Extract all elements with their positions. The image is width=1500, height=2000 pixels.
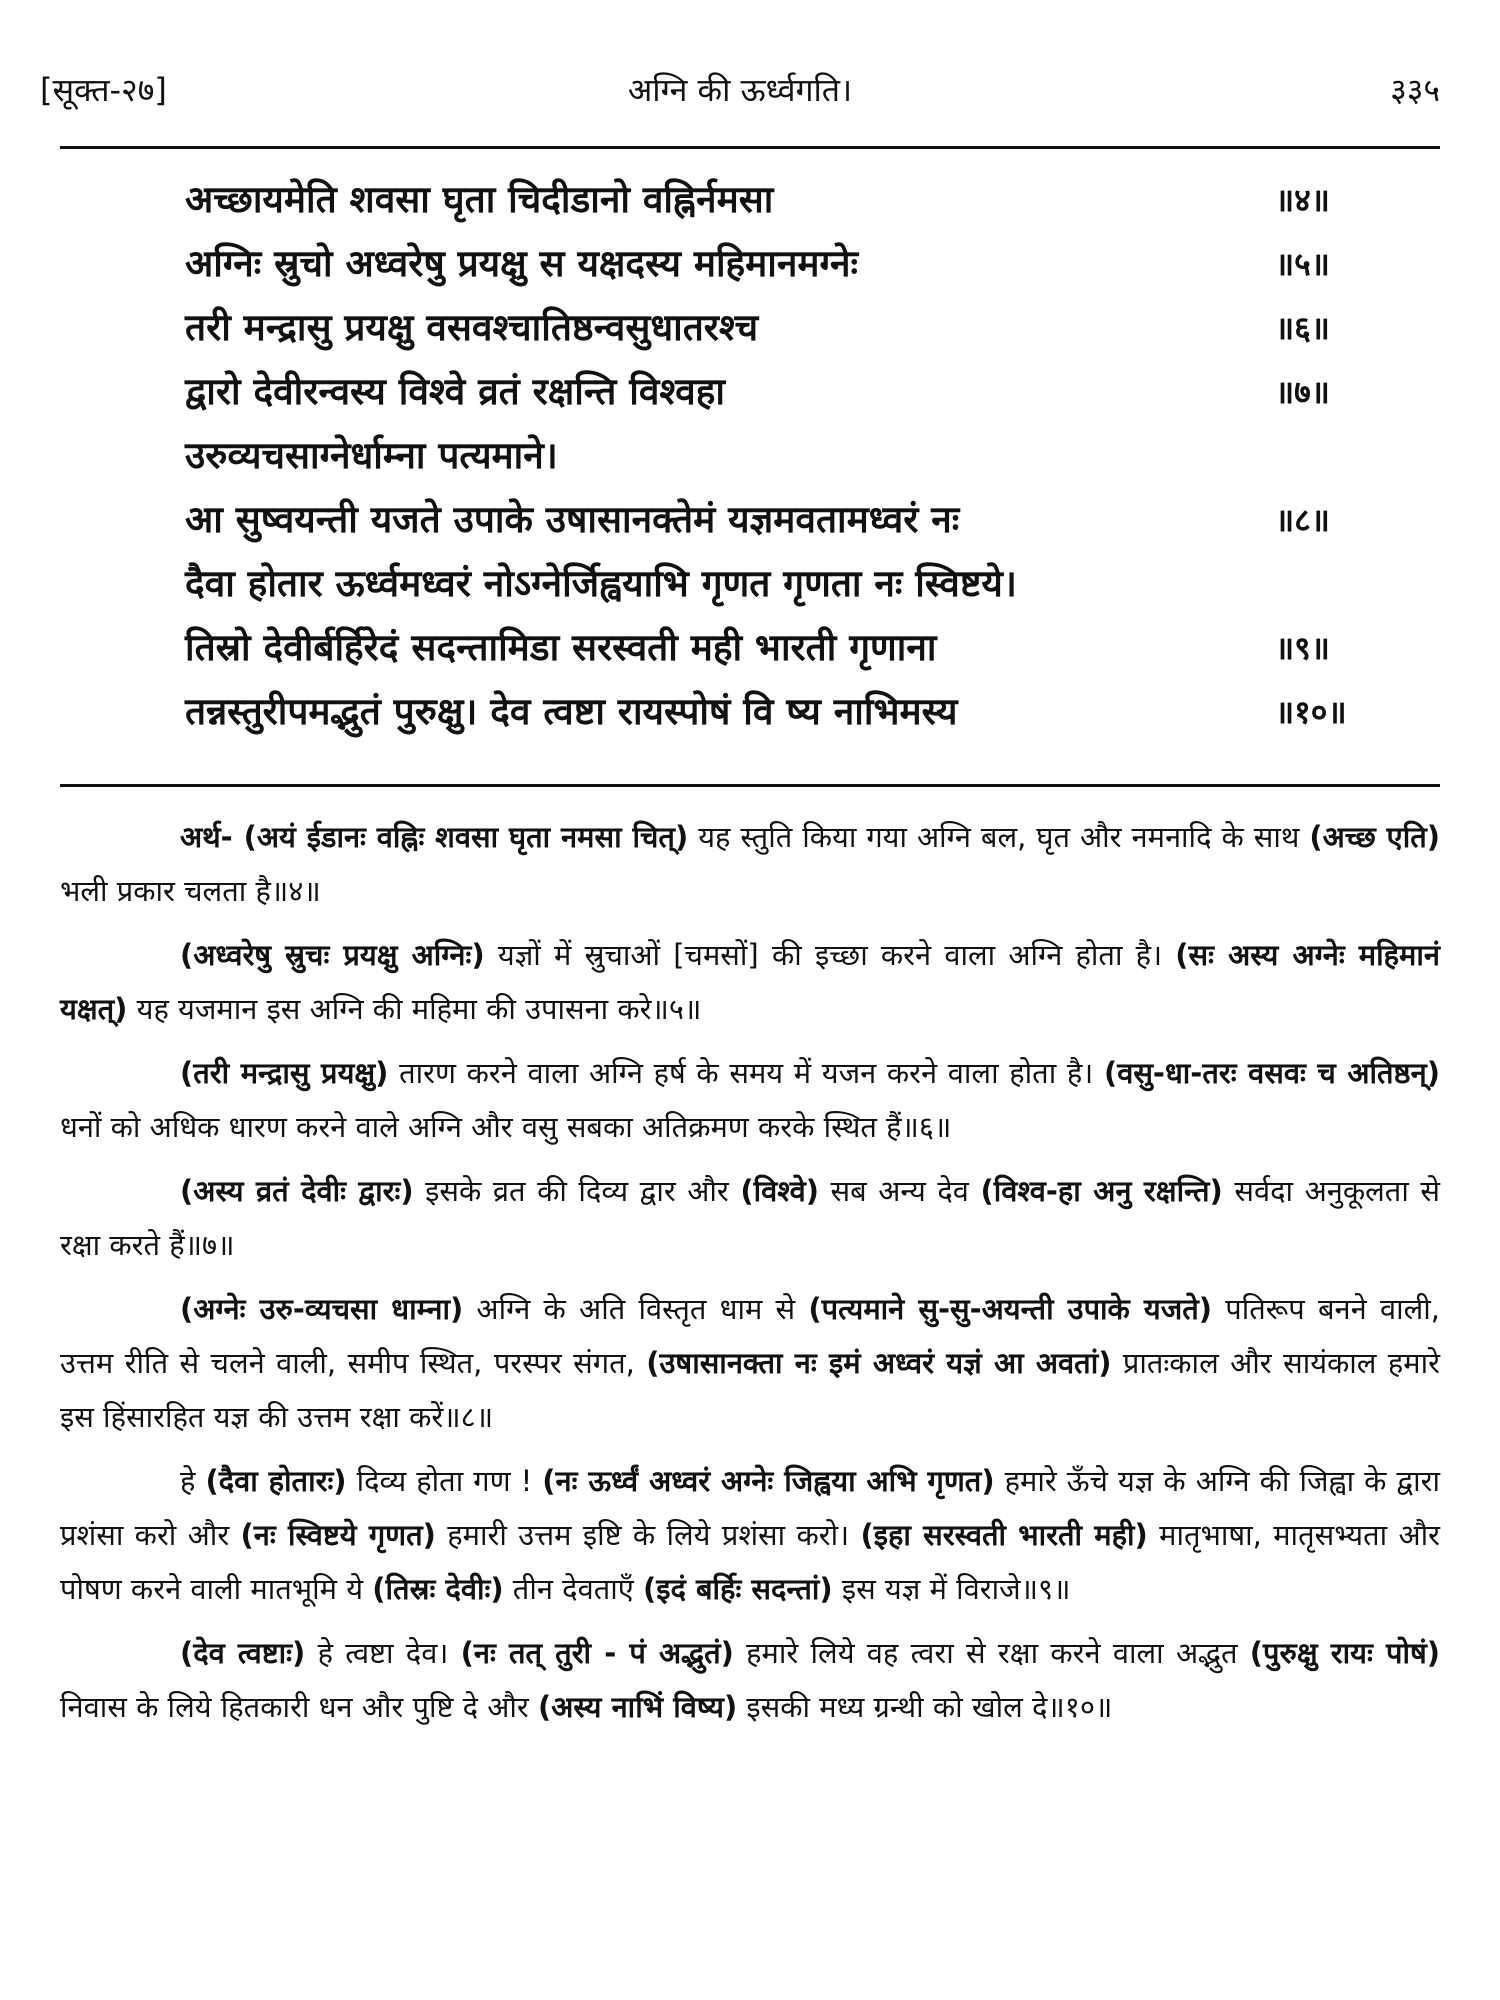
meaning-paragraph [60, 1046, 1440, 1154]
verse-line [185, 168, 1440, 232]
meaning-text: हे त्वष्टा देव। [305, 1636, 461, 1670]
sukta-label: [सूक्त-२७] [40, 71, 167, 109]
verse-block [185, 168, 1440, 744]
meaning-text: यह यजमान इस अग्नि की महिमा की उपासना करे॥५॥ [127, 992, 702, 1026]
verse-text: दैवा होतार ऊर्ध्वमध्वरं नोऽग्नेर्जिह्वयाभि गृणत गृणता नः स्विष्टये। [185, 562, 1017, 605]
bold-term: (तरी मन्द्रासु प्रयक्षु) [180, 1056, 389, 1090]
meaning-paragraph [60, 1454, 1440, 1616]
bold-term: (अच्छ एति) [1309, 820, 1440, 854]
meaning-text: यज्ञों में स्रुचाओं [चमसों] की इच्छा करने वाला अग्नि होता है। [484, 938, 1176, 972]
bold-term: (अध्वरेषु स्रुचः प्रयक्षु अग्निः) [180, 938, 485, 972]
verse-number: ॥५॥ [1275, 245, 1330, 283]
meaning-text: मातृभाषा, मातृसभ्यता और पोषण करने वाली मातभूमि ये [60, 1518, 1440, 1606]
verse-number: ॥९॥ [1275, 629, 1330, 667]
bold-term: (इहा सरस्वती भारती मही) [860, 1518, 1148, 1552]
bold-term: (नः तत् तुरी - पं अद्भुतं) [460, 1636, 734, 1670]
verse-line [185, 488, 1440, 552]
bold-term: (विश्व-हा अनु रक्षन्ति) [980, 1174, 1223, 1208]
bold-term: (अस्य व्रतं देवीः द्वारः) [180, 1174, 414, 1208]
meaning-text: दिव्य होता गण ! [346, 1464, 543, 1498]
bold-term: (उषासानक्ता नः इमं अध्वरं यज्ञं आ अवतां) [646, 1346, 1112, 1380]
page-number: ३३५ [1390, 71, 1440, 109]
meaning-text: प्रातःकाल और सायंकाल हमारे इस हिंसारहित यज्ञ की उत्तम रक्षा करें॥८॥ [60, 1346, 1440, 1434]
meaning-text: हे [180, 1464, 206, 1498]
meaning-paragraph [60, 928, 1440, 1036]
meaning-text: सर्वदा अनुकूलता से रक्षा करते हैं॥७॥ [60, 1174, 1441, 1262]
bold-term: (पुरुक्षु रायः पोषं) [1249, 1636, 1441, 1670]
verse-number: ॥७॥ [1275, 373, 1330, 411]
meaning-text: अग्नि के अति विस्तृत धाम से [463, 1292, 809, 1326]
verse-text: अग्निः स्रुचो अध्वरेषु प्रयक्षु स यक्षदस्य महिमानमग्नेः [185, 242, 858, 285]
meaning-text: हमारे लिये वह त्वरा से रक्षा करने वाला अद्भुत [733, 1636, 1250, 1670]
verse-text: तिस्रो देवीर्बर्हिरेदं सदन्तामिडा सरस्वती मही भारती गृणाना [185, 626, 937, 669]
verse-number: ॥४॥ [1275, 181, 1330, 219]
bold-term: (विश्वे) [740, 1174, 819, 1208]
verse-line [185, 232, 1440, 296]
meaning-text: इसके व्रत की दिव्य द्वार और [413, 1174, 741, 1208]
meaning-text: निवास के लिये हितकारी धन और पुष्टि दे और [60, 1690, 538, 1724]
verse-line [185, 424, 1440, 488]
verse-line [185, 680, 1440, 744]
meaning-text: हमारी उत्तम इष्टि के लिये प्रशंसा करो। [435, 1518, 861, 1552]
verse-text: तन्नस्तुरीपमद्भुतं पुरुक्षु। देव त्वष्टा रायस्पोषं वि ष्य नाभिमस्य [185, 690, 958, 733]
bold-term: (सः अस्य अग्नेः महिमानं यक्षत्) [60, 938, 1440, 1026]
verse-text: अच्छायमेति शवसा घृता चिदीडानो वह्निर्नमसा [185, 178, 774, 221]
verse-number: ॥८॥ [1275, 501, 1330, 539]
meaning-text: इसकी मध्य ग्रन्थी को खोल दे॥१०॥ [737, 1690, 1113, 1724]
meaning-text: तीन देवताएँ [503, 1572, 643, 1606]
bold-term: (नः स्विष्टये गृणत) [240, 1518, 436, 1552]
verse-text: आ सुष्वयन्ती यजते उपाके उषासानक्तेमं यज्ञमवतामध्वरं नः [185, 498, 960, 541]
meaning-text: यह स्तुति किया गया अग्नि बल, घृत और नमनादि के साथ [688, 820, 1310, 854]
verse-text: द्वारो देवीरन्वस्य विश्वे व्रतं रक्षन्ति विश्वहा [185, 370, 725, 413]
bold-term: (नः ऊर्ध्वं अध्वरं अग्नेः जिह्वया अभि गृणत) [542, 1464, 995, 1498]
bold-term: (तिस्रः देवीः) [372, 1572, 504, 1606]
meaning-text: सब अन्य देव [818, 1174, 981, 1208]
meaning-lead: अर्थ- [180, 820, 244, 854]
verse-line [185, 296, 1440, 360]
bold-term: (अस्य नाभिं विष्य) [537, 1690, 738, 1724]
meaning-paragraph [60, 810, 1440, 918]
meaning-paragraph [60, 1626, 1440, 1734]
bold-term: (अयं ईडानः वह्निः शवसा घृता नमसा चित्) [243, 820, 689, 854]
meaning-section [60, 810, 1440, 1744]
meaning-paragraph [60, 1282, 1440, 1444]
meaning-text: धनों को अधिक धारण करने वाले अग्नि और वसु सबका अतिक्रमण करके स्थित हैं॥६॥ [60, 1110, 952, 1144]
verse-text: तरी मन्द्रासु प्रयक्षु वसवश्चातिष्ठन्वसुधातरश्च [185, 306, 759, 349]
verse-number: ॥६॥ [1275, 309, 1330, 347]
meaning-text: तारण करने वाला अग्नि हर्ष के समय में यजन करने वाला होता है। [388, 1056, 1104, 1090]
verse-divider [60, 784, 1440, 787]
bold-term: (दैवा होतारः) [205, 1464, 347, 1498]
meaning-text: इस यज्ञ में विराजे॥९॥ [832, 1572, 1071, 1606]
page-title: अग्नि की ऊर्ध्वगति। [627, 71, 853, 109]
meaning-text: हमारे ऊँचे यज्ञ के अग्नि की जिह्वा के द्वारा प्रशंसा करो और [60, 1464, 1440, 1552]
bold-term: (अग्नेः उरु-व्यचसा धाम्ना) [180, 1292, 464, 1326]
bold-term: (वसु-धा-तरः वसवः च अतिष्ठन्) [1103, 1056, 1440, 1090]
verse-line [185, 616, 1440, 680]
meaning-text: पतिरूप बनने वाली, उत्तम रीति से चलने वाली, समीप स्थित, परस्पर संगत, [60, 1292, 1440, 1380]
header-divider [60, 146, 1440, 149]
bold-term: (देव त्वष्टाः) [180, 1636, 306, 1670]
bold-term: (पत्यमाने सु-सु-अयन्ती उपाके यजते) [808, 1292, 1213, 1326]
verse-line [185, 360, 1440, 424]
verse-number: ॥१०॥ [1275, 693, 1347, 731]
meaning-text: भली प्रकार चलता है॥४॥ [60, 874, 321, 908]
page-header [40, 62, 1440, 118]
meaning-paragraph [60, 1164, 1440, 1272]
verse-text: उरुव्यचसाग्नेर्धाम्ना पत्यमाने। [185, 434, 558, 477]
verse-line [185, 552, 1440, 616]
bold-term: (इदं बर्हिः सदन्तां) [643, 1572, 833, 1606]
